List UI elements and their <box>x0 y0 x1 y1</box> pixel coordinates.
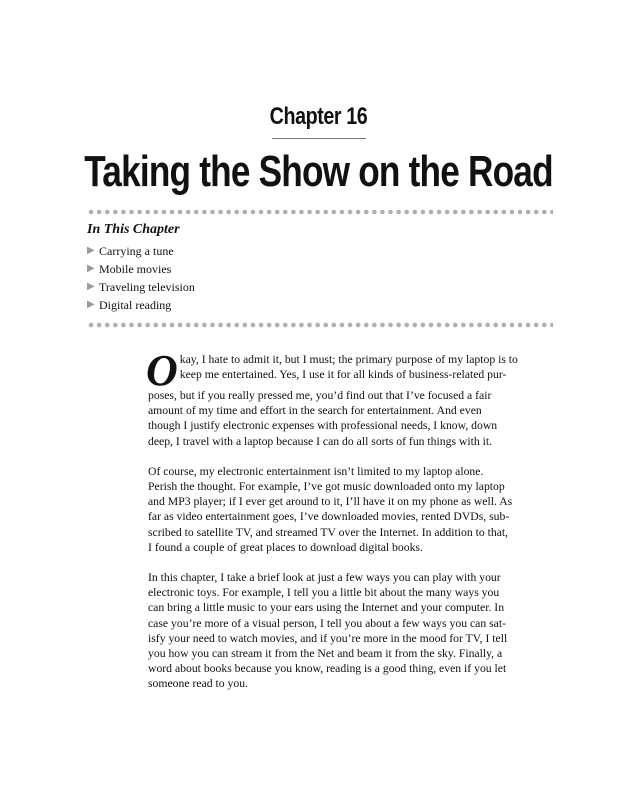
list-item-label: Carrying a tune <box>99 244 174 258</box>
dotted-divider-top <box>87 209 553 215</box>
list-item <box>87 242 195 260</box>
list-item <box>87 296 195 314</box>
text-line: case you’re more of a visual person, I tell you about a few ways you can sat- <box>148 616 506 630</box>
list-item-label: Traveling television <box>99 280 195 294</box>
paragraph-3 <box>148 570 552 692</box>
text-line: though I justify electronic expenses with professional needs, I know, down <box>148 419 498 433</box>
text-line: amount of my time and effort in the search for entertainment. And even <box>148 404 482 418</box>
list-item <box>87 278 195 296</box>
in-this-chapter-heading: In This Chapter <box>87 222 180 237</box>
text-line: electronic toys. For example, I tell you a little bit about the many ways you <box>148 586 500 600</box>
in-this-chapter-list <box>87 242 195 314</box>
text-line: you how you can stream it from the Net and beam it from the sky. Finally, a <box>148 647 503 661</box>
text-line: scribed to satellite TV, and streamed TV over the Internet. In addition to that, <box>148 525 509 539</box>
text-line: isfy your need to watch movies, and if you’re more in the mood for TV, I tell <box>148 631 508 645</box>
paragraph-1 <box>146 346 552 449</box>
text-line: Perish the thought. For example, I’ve got music downloaded onto my laptop <box>148 480 505 494</box>
text-line: someone read to you. <box>148 677 248 691</box>
text-line: and MP3 player; if I ever get around to it, I’ll have it on my phone as well. As <box>148 495 513 509</box>
triangle-bullet-icon: ▶ <box>87 245 95 256</box>
chapter-label: Chapter 16 <box>269 103 368 130</box>
text-line: word about books because you know, reading is a good thing, even if you let <box>148 662 507 676</box>
list-item-label: Digital reading <box>99 298 172 312</box>
text-line: I found a couple of great places to download digital books. <box>148 540 423 554</box>
chapter-rule <box>272 138 366 139</box>
triangle-bullet-icon: ▶ <box>87 281 95 292</box>
text-line: can bring a little music to your ears using the Internet and your computer. In <box>148 601 505 615</box>
text-line: deep, I travel with a laptop because I can do all sorts of fun things with it. <box>148 434 493 448</box>
text-line: far as video entertainment goes, I’ve downloaded movies, rented DVDs, sub- <box>148 510 510 524</box>
list-item <box>87 260 195 278</box>
text-line: keep me entertained. Yes, I use it for all kinds of business-related pur- <box>179 368 507 382</box>
list-item-label: Mobile movies <box>99 262 172 276</box>
text-line: Of course, my electronic entertainment isn’t limited to my laptop alone. <box>148 464 484 478</box>
dotted-divider-bottom <box>87 322 553 328</box>
drop-cap: O <box>146 346 178 395</box>
paragraph-2 <box>148 464 552 555</box>
text-line: poses, but if you really pressed me, you’d find out that I’ve focused a fair <box>148 389 492 402</box>
triangle-bullet-icon: ▶ <box>87 299 95 310</box>
text-line: kay, I hate to admit it, but I must; the primary purpose of my laptop is to <box>179 353 518 366</box>
body-text <box>146 346 552 707</box>
triangle-bullet-icon: ▶ <box>87 263 95 274</box>
text-line: In this chapter, I take a brief look at just a few ways you can play with your <box>148 571 501 585</box>
chapter-title: Taking the Show on the Road <box>84 147 553 196</box>
